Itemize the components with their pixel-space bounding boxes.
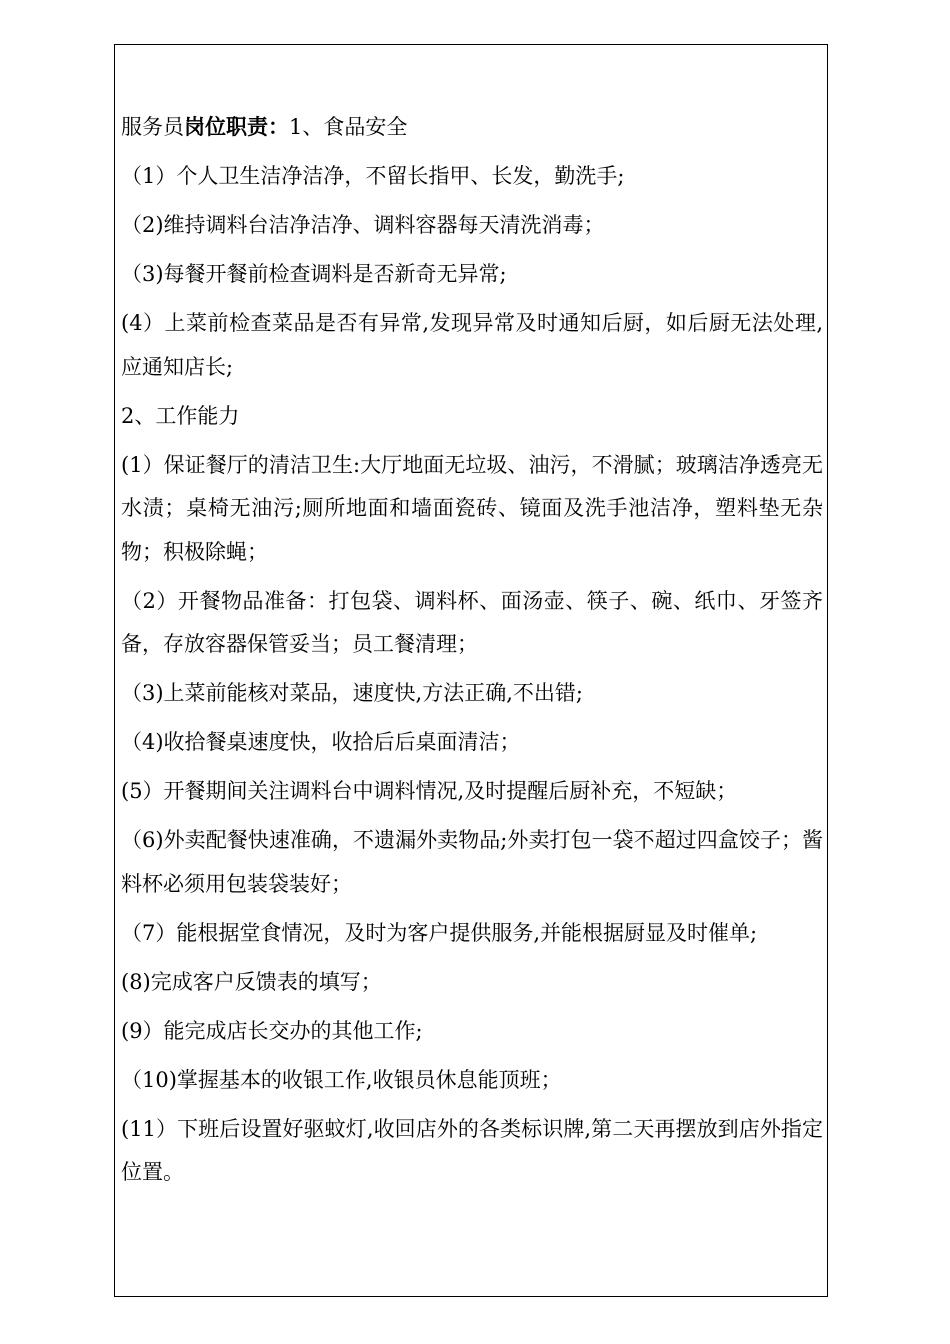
section1-item: （3)每餐开餐前检查调料是否新奇无异常; [121, 261, 507, 286]
section2-item: （3)上菜前能核对菜品，速度快,方法正确,不出错; [121, 681, 583, 706]
section2-item: (5）开餐期间关注调料台中调料情况,及时提醒后厨补充，不短缺； [121, 779, 738, 804]
section2-item: (1）保证餐厅的清洁卫生:大厅地面无垃圾、油污，不滑腻；玻璃洁净透亮无水渍；桌椅无油污;厕所地面和墙面瓷砖、镜面及洗手池洁净，塑料垫无杂物；积极除蝇； [121, 452, 823, 564]
heading-prefix: 服务员 [121, 115, 184, 139]
section2-item: （6)外卖配餐快速准确，不遗漏外卖物品;外卖打包一袋不超过四盒饺子；酱料杯必须用包装袋装好； [121, 828, 823, 896]
section2-item: （7）能根据堂食情况，及时为客户提供服务,并能根据厨显及时催单; [121, 920, 758, 945]
section2-item: （2）开餐物品准备：打包袋、调料杯、面汤壶、筷子、碗、纸巾、牙签齐备，存放容器保管妥当；员工餐清理； [121, 588, 823, 657]
section2-item: （10)掌握基本的收银工作,收银员休息能顶班； [121, 1067, 562, 1092]
section1-item: （2)维持调料台洁净洁净、调料容器每天清洗消毒； [121, 212, 605, 237]
section2-item: (11）下班后设置好驱蚊灯,收回店外的各类标识牌,第二天再摆放到店外指定位置。 [121, 1116, 823, 1185]
heading-line [121, 105, 823, 150]
section1-title: 1、食品安全 [289, 115, 408, 139]
section2-title: 2、工作能力 [121, 403, 240, 428]
section1-item: （1）个人卫生洁净洁净，不留长指甲、长发，勤洗手; [121, 163, 625, 188]
section2-item: (8)完成客户反馈表的填写； [121, 969, 382, 994]
section1-item: (4）上菜前检查菜品是否有异常,发现异常及时通知后厨，如后厨无法处理,应通知店长; [121, 310, 823, 379]
document-body [121, 105, 823, 1195]
section2-item: （4)收拾餐桌速度快，收拾后后桌面清洁； [121, 730, 521, 755]
section2-item: (9）能完成店长交办的其他工作; [121, 1018, 423, 1043]
heading-bold: 岗位职责： [184, 114, 289, 139]
